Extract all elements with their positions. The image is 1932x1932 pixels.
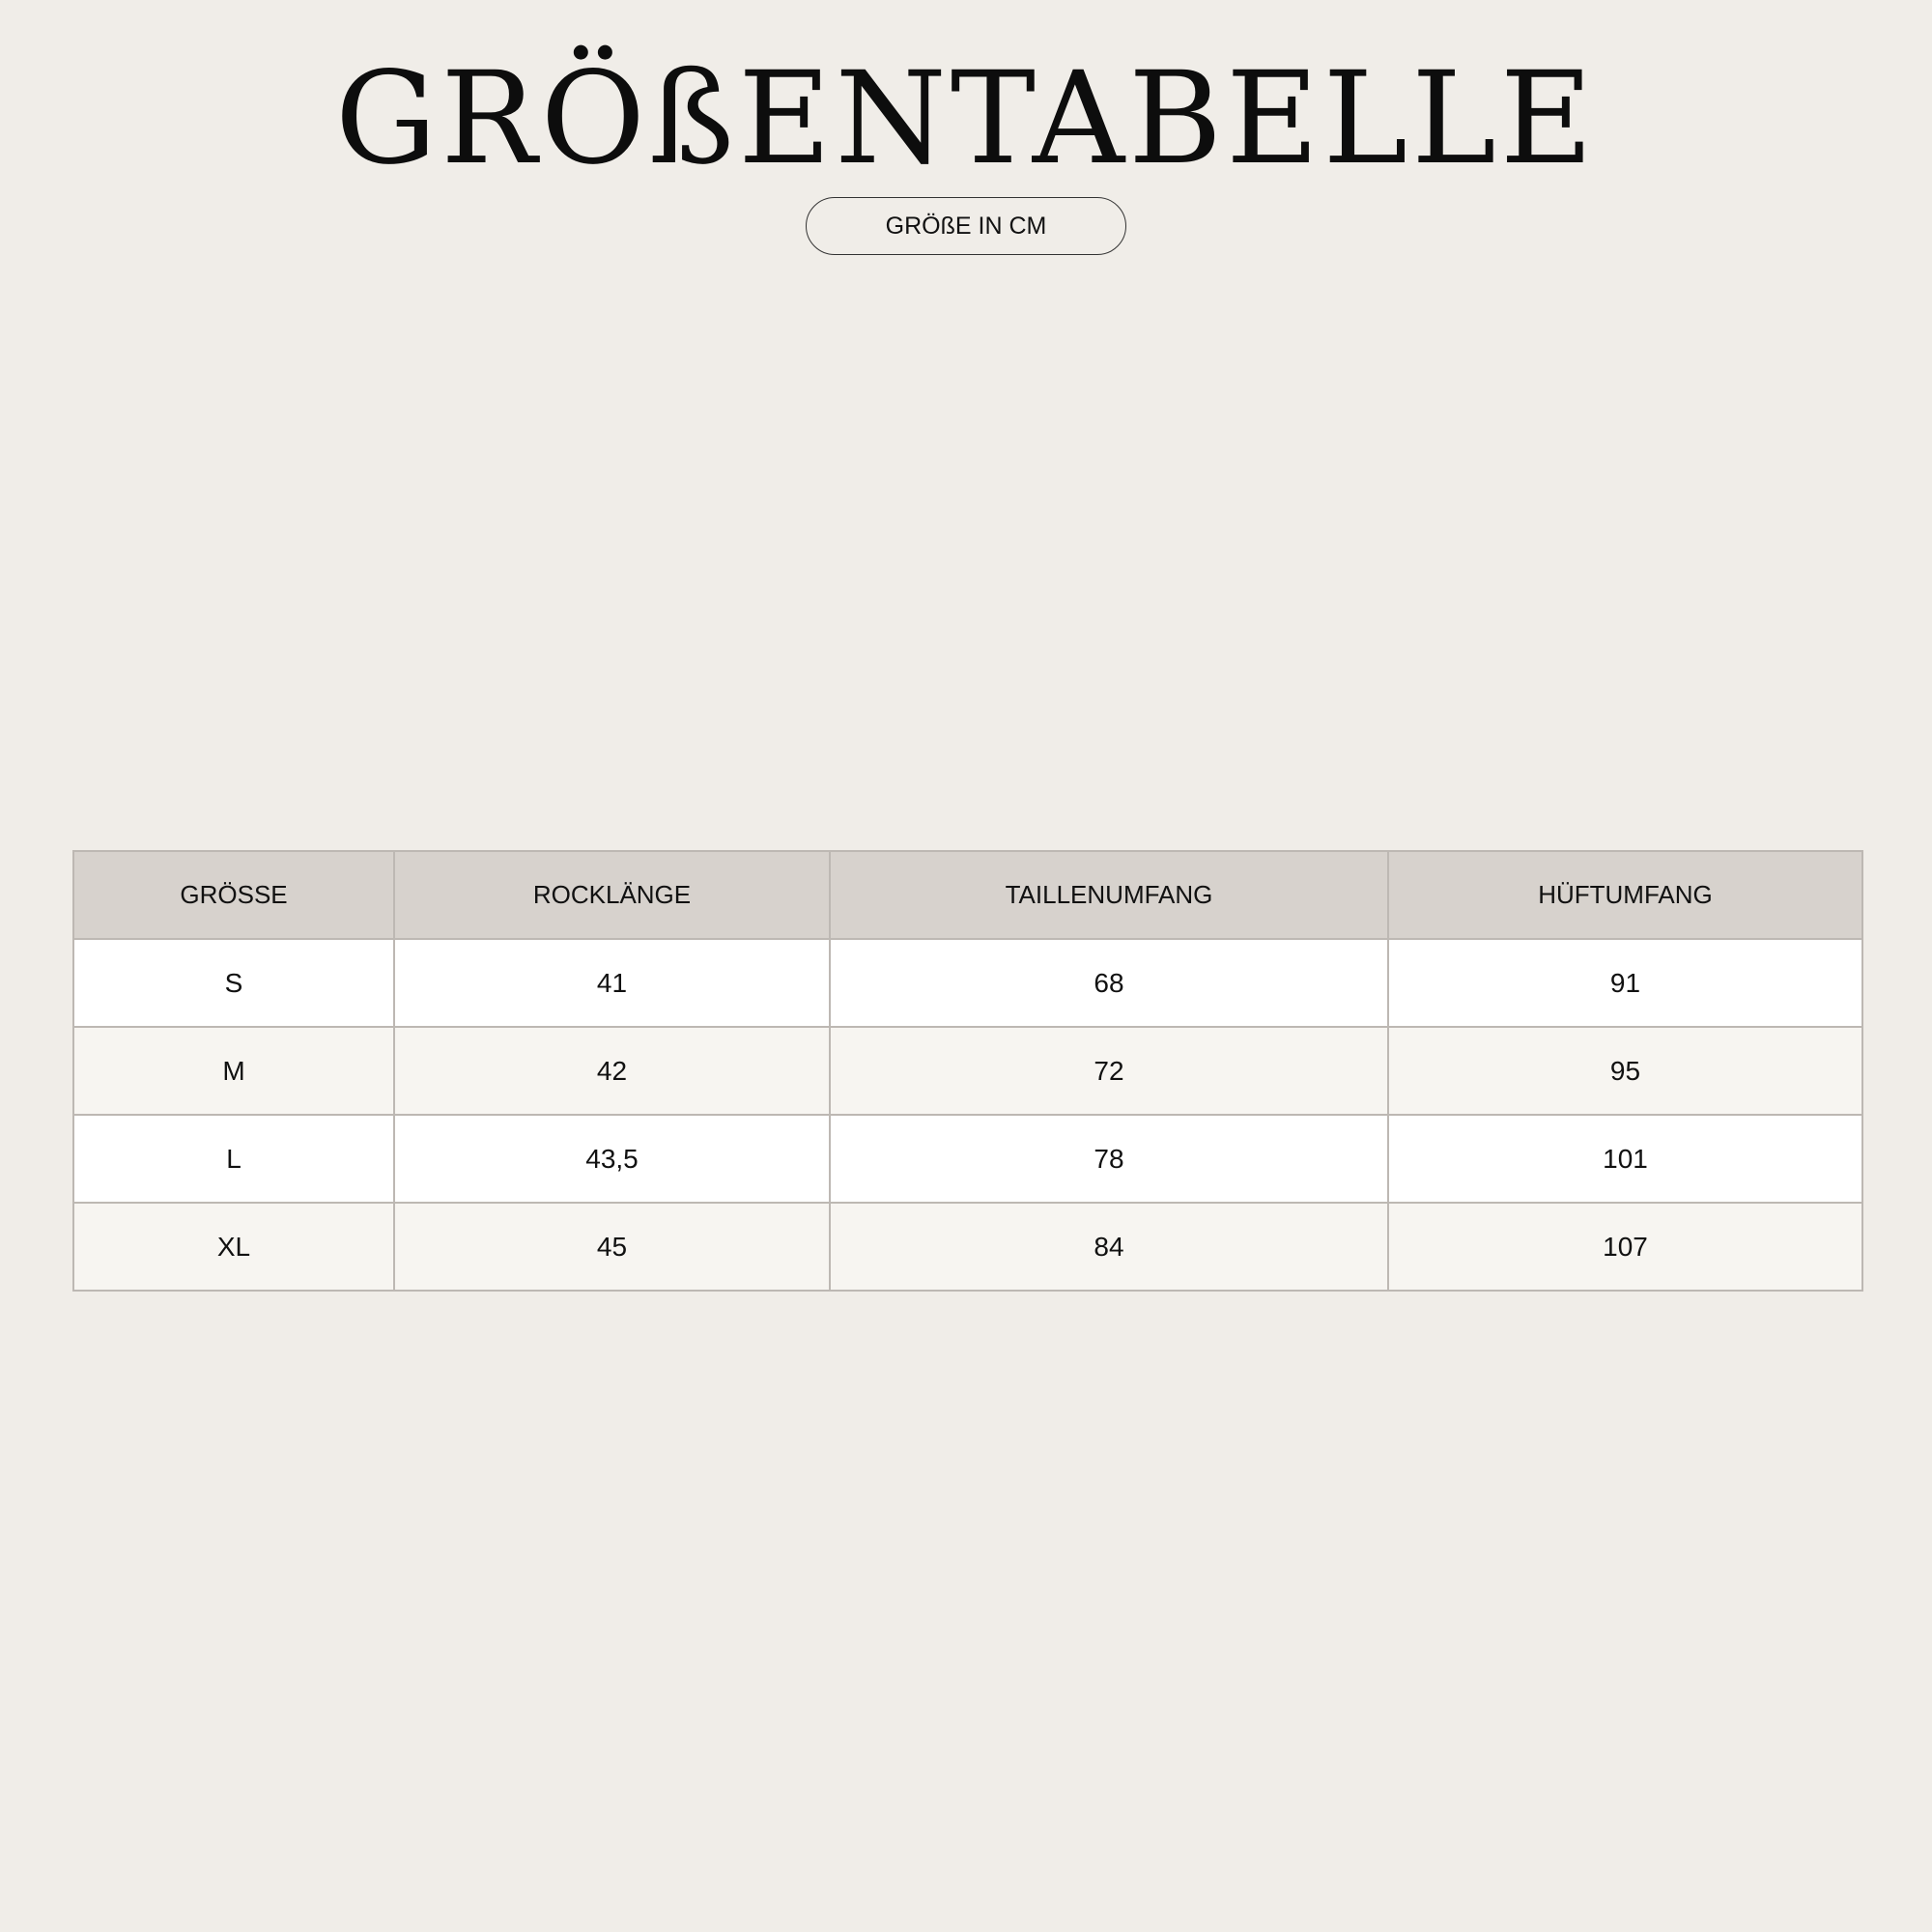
cell-waist: 68 xyxy=(830,939,1388,1027)
cell-hip: 107 xyxy=(1388,1203,1862,1291)
size-table xyxy=(72,850,1863,1292)
table-row xyxy=(73,1203,1862,1291)
page-title: GRÖßENTABELLE xyxy=(334,44,1598,193)
unit-badge-label: GRÖßE IN CM xyxy=(885,212,1047,240)
cell-waist: 72 xyxy=(830,1027,1388,1115)
table-row xyxy=(73,1115,1862,1203)
cell-hip: 91 xyxy=(1388,939,1862,1027)
cell-size: XL xyxy=(73,1203,394,1291)
table-row xyxy=(73,939,1862,1027)
unit-badge xyxy=(806,197,1126,255)
cell-hip: 101 xyxy=(1388,1115,1862,1203)
header-waist: TAILLENUMFANG xyxy=(830,851,1388,939)
cell-waist: 78 xyxy=(830,1115,1388,1203)
cell-skirt-length: 42 xyxy=(394,1027,830,1115)
cell-skirt-length: 43,5 xyxy=(394,1115,830,1203)
table-row xyxy=(73,1027,1862,1115)
table-header-row xyxy=(73,851,1862,939)
cell-waist: 84 xyxy=(830,1203,1388,1291)
cell-size: S xyxy=(73,939,394,1027)
cell-skirt-length: 45 xyxy=(394,1203,830,1291)
header-skirt-length: ROCKLÄNGE xyxy=(394,851,830,939)
cell-size: L xyxy=(73,1115,394,1203)
cell-hip: 95 xyxy=(1388,1027,1862,1115)
cell-size: M xyxy=(73,1027,394,1115)
cell-skirt-length: 41 xyxy=(394,939,830,1027)
header-size: GRÖSSE xyxy=(73,851,394,939)
header-hip: HÜFTUMFANG xyxy=(1388,851,1862,939)
